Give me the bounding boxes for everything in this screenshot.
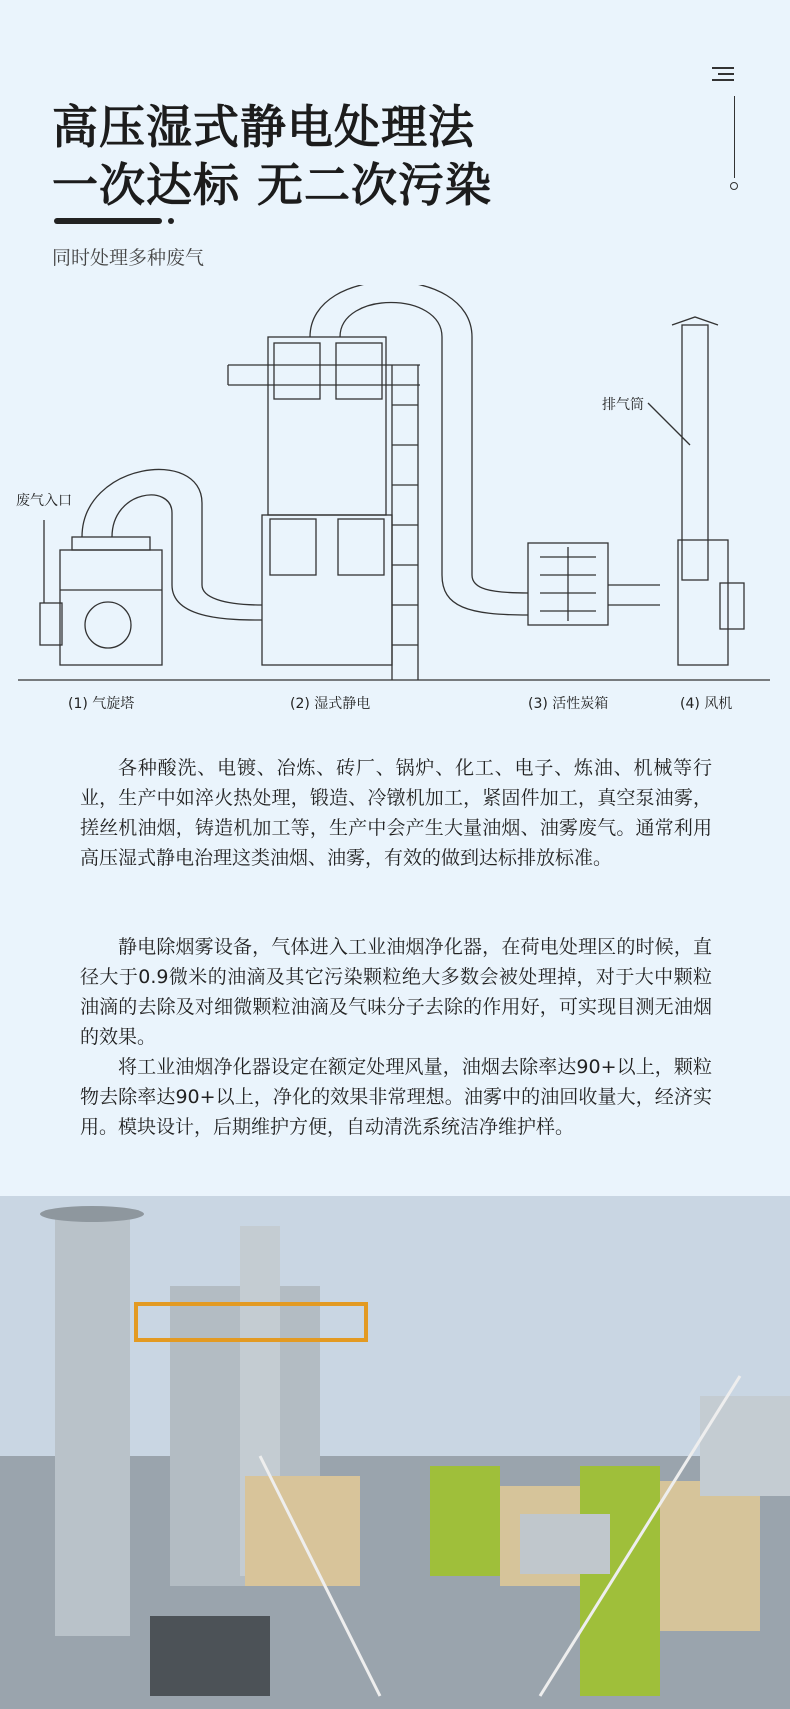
- caption-4: (4) 风机: [680, 696, 733, 712]
- page-title: [52, 98, 492, 214]
- caption-3: (3) 活性炭箱: [528, 696, 609, 712]
- subtitle: 同时处理多种废气: [52, 247, 205, 269]
- equipment-photo: [0, 1196, 790, 1709]
- caption-1: (1) 气旋塔: [68, 696, 135, 712]
- menu-icon[interactable]: [710, 64, 736, 86]
- paragraph-3: 将工业油烟净化器设定在额定处理风量，油烟去除率达90+以上，颗粒物去除率达90+以上，净化的效果非常理想。油雾中的油回收量大，经济实用。模块设计，后期维护方便，自动清洗系统洁净维护样。: [80, 1056, 712, 1138]
- exhaust-label: 排气筒: [602, 397, 644, 413]
- title-underline: [54, 218, 162, 224]
- equipment-photo-illustration: [0, 1196, 790, 1709]
- caption-2: (2) 湿式静电: [290, 696, 371, 712]
- title-line-1: 高压湿式静电处理法: [52, 100, 475, 154]
- inlet-label: 废气入口: [16, 493, 72, 509]
- title-underline-dot: [168, 218, 174, 224]
- paragraph-1: 各种酸洗、电镀、冶炼、砖厂、锅炉、化工、电子、炼油、机械等行业，生产中如淬火热处理，锻造、冷镦机加工，紧固件加工，真空泵油雾，搓丝机油烟，铸造机加工等，生产中会产生大量油烟、油雾废气。通常利用高压湿式静电治理这类油烟、油雾，有效的做到达标排放标准。: [80, 757, 712, 869]
- process-diagram: [0, 285, 790, 715]
- paragraph-2: 静电除烟雾设备，气体进入工业油烟净化器，在荷电处理区的时候，直径大于0.9微米的油滴及其它污染颗粒绝大多数会被处理掉，对于大中颗粒油滴的去除及对细微颗粒油滴及气味分子去除的作用好，可实现目测无油烟的效果。: [80, 936, 712, 1048]
- title-line-2: 一次达标 无二次污染: [52, 158, 493, 212]
- menu-divider-line: [734, 96, 735, 178]
- menu-divider-dot: [730, 182, 738, 190]
